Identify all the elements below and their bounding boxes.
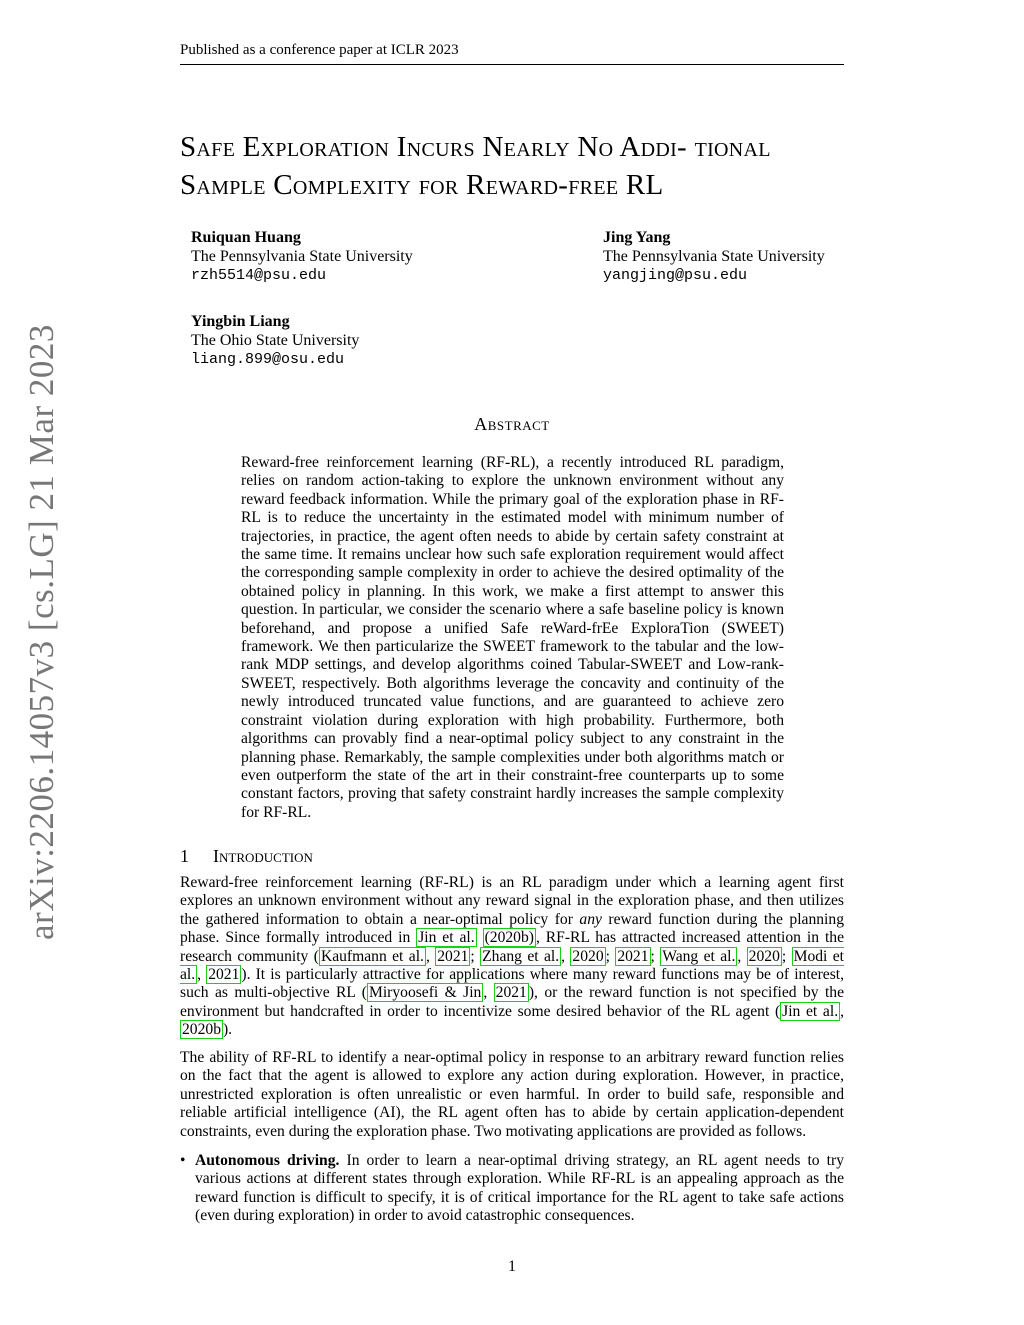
paper-title: Safe Exploration Incurs Nearly No Addi- tional Sample Complexity for Reward-free RL [180,131,771,201]
citation-link[interactable]: 2021 [617,947,649,965]
bullet-marker: • [180,1152,186,1169]
author-name: Jing Yang [603,229,671,246]
author-affiliation: The Pennsylvania State University [603,248,825,265]
citation-link[interactable]: Kaufmann et al. [320,947,424,965]
text: , [737,947,747,965]
text: ). It is particularly attractive for applications where many reward functions may be of interest, such as multi-objective RL ( [180,966,844,1002]
citation-link[interactable]: (2020b) [484,929,534,947]
text: , [840,1002,844,1020]
text: , [561,947,571,965]
author-name: Ruiquan Huang [191,229,301,246]
author-affiliation: The Pennsylvania State University [191,248,413,265]
text: ; [470,947,481,965]
text [477,929,483,946]
citation-link[interactable]: Modi et al. [180,947,845,984]
citation-link[interactable]: 2021 [495,984,527,1002]
text: ). [222,1021,233,1039]
text: , [425,947,436,965]
citation-link[interactable]: 2020 [572,947,604,965]
text: , [483,984,494,1002]
text: ; [605,947,616,965]
citation-link[interactable]: Zhang et al. [482,947,560,965]
text: Reward-free reinforcement learning (RF-RL) is an RL paradigm under which a learning agent first explores an unknown environment without any reward signal in the exploration phase, and then utilizes the gathered information to obtain a near-optimal policy for [180,874,844,928]
running-header: Published as a conference paper at ICLR 2023 [180,42,844,65]
section-title: Introduction [213,846,313,866]
citation-link[interactable]: Jin et al. [782,1002,839,1020]
citation-link[interactable]: 2021 [208,966,240,984]
emphasis-text: any [579,910,602,928]
text: ; [781,947,792,965]
text: ), or the reward function is not specified by the environment but handcrafted in order to incentivize some desired behavior of the RL agent ( [180,984,844,1020]
citation-link[interactable]: 2021 [437,947,469,965]
author-block [191,228,413,285]
bullet-heading: Autonomous driving. [195,1152,340,1169]
abstract-heading: Abstract [474,414,550,434]
citation-link[interactable]: 2020b [182,1021,221,1039]
citation-link[interactable]: Wang et al. [662,947,736,965]
text: , RF-RL has attracted increased attention in the research community ( [180,929,845,965]
author-affiliation: The Ohio State University [191,332,360,349]
citation-link[interactable]: 2020 [748,947,780,965]
arxiv-identifier: arXiv:2206.14057v3 [cs.LG] 21 Mar 2023 [22,324,61,940]
section-heading [180,846,313,867]
text: , [197,966,207,984]
author-name: Yingbin Liang [191,313,290,330]
list-item [180,1152,844,1226]
intro-paragraph-2: The ability of RF-RL to identify a near-optimal policy in response to an arbitrary reward function relies on the fact that the agent is allowed to explore any action during exploration. However, in practice, unrestricted exploration is often unrealistic or even harmful. In order to build safe, responsible and reliable artificial intelligence (AI), the RL agent often has to abide by certain application-dependent constraints, even during the exploration phase. Two motivating applications are provided as follows. [180,1049,844,1140]
bullet-text: In order to learn a near-optimal driving strategy, an RL agent needs to try various actions at different states through exploration. While RF-RL is an appealing approach as the reward function is difficult to specify, it is of critical importance for the RL agent to take safe actions (even during exploration) in order to avoid catastrophic consequences. [195,1152,844,1225]
text: reward function during the planning phase. Since formally introduced in [180,910,844,947]
author-email: rzh5514@psu.edu [191,267,327,284]
page-number: 1 [508,1258,516,1275]
citation-link[interactable]: Jin et al. [418,929,475,947]
bullet-list [180,1152,844,1226]
abstract-text: Reward-free reinforcement learning (RF-RL), a recently introduced RL paradigm, relies on random action-taking to explore the unknown environment without any reward feedback information. While the primary goal of the exploration phase in RF-RL is to reduce the uncertainty in the estimated model with minimum number of trajectories, in practice, the agent often needs to abide by certain safety constraint at the same time. It remains unclear how such safe exploration requirement would affect the corresponding sample complexity in order to achieve the desired optimality of the obtained policy in planning. In this work, we make a first attempt to answer this question. In particular, we consider the scenario where a safe baseline policy is known beforehand, and propose a unified Safe reWard-frEe ExploraTion (SWEET) framework. We then particularize the SWEET framework to the tabular and the low-rank MDP settings, and develop algorithms coined Tabular-SWEET and Low-rank-SWEET, respectively. Both algorithms leverage the concavity and continuity of the newly introduced truncated value functions, and are guaranteed to achieve zero constraint violation during exploration with high probability. Furthermore, both algorithms can provably find a near-optimal policy subject to any constraint in the planning phase. Remarkably, the sample complexities under both algorithms match or even outperform the state of the art in their constraint-free counterparts up to some constant factors, proving that safety constraint hardly increases the sample complexity for RF-RL. [241,454,784,821]
author-block [191,312,359,369]
intro-paragraph-1 [180,874,844,1040]
author-email: yangjing@psu.edu [603,267,748,284]
author-block [603,228,825,285]
author-email: liang.899@osu.edu [191,351,345,368]
citation-link[interactable]: Miryoosefi & Jin [368,984,482,1002]
text: ; [650,947,661,965]
section-number: 1 [180,846,189,866]
